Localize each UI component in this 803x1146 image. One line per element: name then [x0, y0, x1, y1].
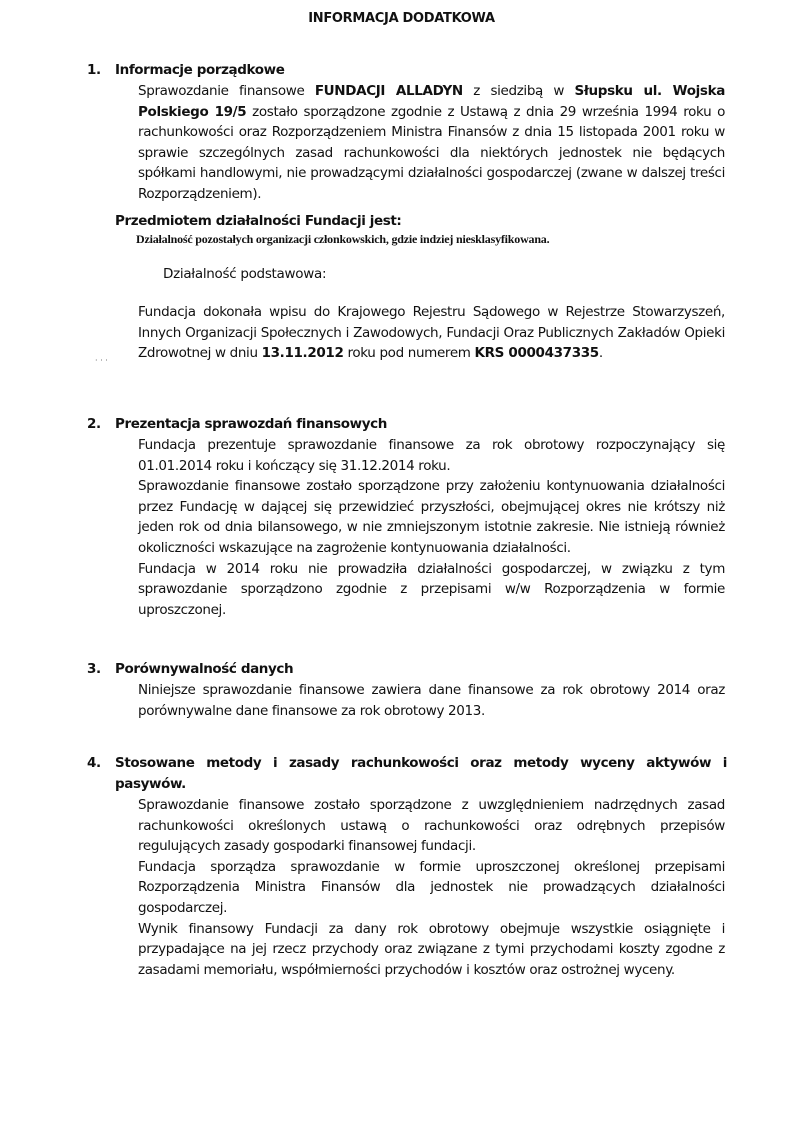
registration-date: 13.11.2012	[261, 345, 344, 362]
foundation-name: FUNDACJI ALLADYN	[314, 83, 463, 99]
section-number: 1.	[87, 62, 101, 78]
section-number: 2.	[87, 416, 101, 432]
text: Sprawozdanie finansowe	[138, 83, 315, 99]
section-4-paragraph-3: Wynik finansowy Fundacji za dany rok obrotowy obejmuje wszystkie osiągnięte i przypadające na jej rzecz przychody oraz związane z tymi przychodami koszty zgodne z zasadami memoriału, współmierności przychodów i kosztów oraz ostrożnej wyceny.	[138, 920, 725, 978]
section-3-paragraph-1: Niniejsze sprawozdanie finansowe zawiera dane finansowe za rok obrotowy 2014 oraz porównywalne dane finansowe za rok obrotowy 2013.	[138, 682, 725, 719]
section-3	[87, 659, 727, 721]
registration-paragraph	[138, 302, 725, 364]
foundation-address: Słupsku ul. Wojska Polskiego 19/5	[138, 83, 725, 120]
krs-number: KRS 0000437335	[474, 345, 599, 362]
section-1-body	[138, 81, 725, 205]
section-2-paragraph-3: Fundacja w 2014 roku nie prowadziła działalności gospodarczej, w związku z tym sprawozdanie sporządzono zgodnie z przepisami w/w Rozporządzenia w formie uproszczonej.	[138, 560, 725, 618]
basic-activity-label: Działalność podstawowa:	[163, 266, 327, 282]
section-4	[87, 753, 727, 980]
text: Fundacja dokonała wpisu do Krajowego Rejestru Sądowego w Rejestrze Stowarzyszeń, Innych Organizacji Społecznych i Zawodowych, Fundacji Oraz Publicznych Zakładów Opieki Zdrowotnej w dniu	[138, 304, 725, 362]
text: z siedzibą w	[462, 83, 575, 99]
section-4-paragraph-1: Sprawozdanie finansowe zostało sporządzone z uwzględnieniem nadrzędnych zasad rachunkowości określonych ustawą o rachunkowości oraz odrębnych przepisów regulujących zasady gospodarki finansowej fundacji.	[138, 797, 725, 855]
section-number: 4.	[87, 755, 101, 771]
section-2-paragraph-1: Fundacja prezentuje sprawozdanie finansowe za rok obrotowy rozpoczynający się 01.01.2014 roku i kończący się 31.12.2014 roku.	[138, 437, 725, 474]
text: roku pod numerem	[343, 345, 475, 362]
section-title: Informacje porządkowe	[115, 62, 285, 78]
section-3-heading	[87, 659, 727, 680]
text: zostało sporządzone zgodnie z Ustawą z dnia 29 września 1994 roku o rachunkowości oraz Rozporządzeniem Ministra Finansów z dnia 15 listopada 2001 roku w sprawie szczególnych zasad rachunkowości dla niektórych jednostek nie będących spółkami handlowymi, nie prowadzącymi działalności gospodarczej (zwane w dalszej treści Rozporządzeniem).	[138, 103, 725, 202]
section-2-heading	[87, 414, 727, 435]
section-title: Prezentacja sprawozdań finansowych	[115, 416, 387, 432]
document-title: INFORMACJA DODATKOWA	[308, 11, 495, 26]
registration-block	[87, 302, 727, 364]
section-4-paragraph-2: Fundacja sporządza sprawozdanie w formie uproszczonej określonej przepisami Rozporządzenia Ministra Finansów dla jednostek nie prowadzących działalności gospodarczej.	[138, 858, 725, 916]
section-1	[87, 60, 727, 205]
section-2	[87, 414, 727, 620]
subject-heading: Przedmiotem działalności Fundacji jest:	[115, 213, 402, 229]
section-1-paragraph	[138, 81, 725, 205]
text: .	[598, 345, 603, 362]
section-4-heading	[87, 753, 727, 795]
section-2-paragraph-2: Sprawozdanie finansowe zostało sporządzone przy założeniu kontynuowania działalności przez Fundację w dającej się przewidzieć przyszłości, obejmującej okres nie krótszy niż jeden rok od dnia bilansowego, w nie zmniejszonym istotnie zakresie. Nie istnieją również okoliczności wskazujące na zagrożenie kontynuowania działalności.	[138, 478, 725, 556]
section-3-body	[138, 680, 725, 721]
scan-noise: · · ·	[95, 356, 108, 365]
section-4-body	[138, 795, 725, 980]
registration-body	[138, 302, 725, 364]
subject-text: Działalność pozostałych organizacji członkowskich, gdzie indziej niesklasyfikowana.	[136, 232, 550, 246]
section-2-body	[138, 435, 725, 620]
section-1-heading	[87, 60, 727, 81]
section-title: Stosowane metody i zasady rachunkowości oraz metody wyceny aktywów i pasywów.	[115, 755, 727, 792]
section-title: Porównywalność danych	[115, 661, 294, 677]
section-number: 3.	[87, 661, 101, 677]
